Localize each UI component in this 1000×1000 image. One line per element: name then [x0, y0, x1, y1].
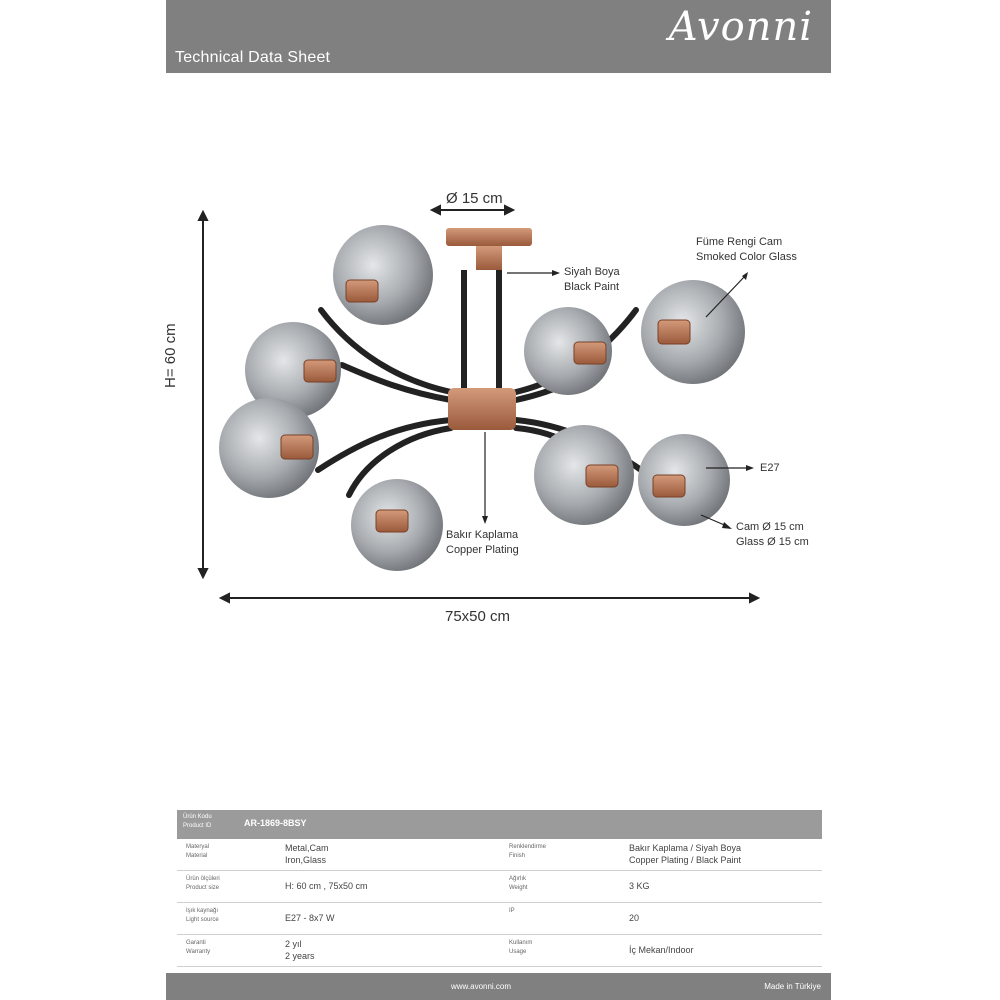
spec-key-weight: [509, 875, 528, 893]
spec-key-tr: Renklendirme: [509, 844, 547, 850]
spec-value-finish: [629, 842, 741, 866]
spec-key-material: [186, 843, 209, 861]
spec-key-size: [186, 875, 220, 893]
brand-logo: Avonni: [668, 4, 813, 50]
spec-value-usage: [629, 944, 694, 956]
plating-label-en: Copper Plating: [446, 544, 519, 556]
made-in-label: Made in Türkiye: [764, 982, 821, 991]
glass-color-label-en: Smoked Color Glass: [696, 251, 797, 263]
spec-value: H: 60 cm , 75x50 cm: [285, 881, 368, 891]
spec-key-en: Light source: [186, 917, 219, 923]
footer-bar: [166, 973, 831, 1000]
spec-value: 20: [629, 913, 640, 923]
website-link[interactable]: www.avonni.com: [451, 982, 512, 991]
spec-key-en: Warranty: [186, 949, 211, 955]
spec-value-weight: [629, 880, 650, 892]
product-id-value: AR-1869-8BSY: [244, 818, 307, 828]
socket-label: E27: [760, 462, 780, 474]
spec-key-tr: Materyal: [186, 844, 210, 850]
spec-value-en: Iron,Glass: [285, 855, 327, 865]
spec-key-usage: [509, 939, 532, 957]
spec-key-en: Product size: [186, 885, 220, 891]
spec-key-en: Finish: [509, 853, 526, 859]
spec-value-en: Copper Plating / Black Paint: [629, 855, 742, 865]
glass-color-label-tr: Füme Rengi Cam: [696, 236, 783, 248]
spec-value: 3 KG: [629, 881, 650, 891]
spec-key-tr: Garanti: [186, 940, 206, 946]
sheet-title: Technical Data Sheet: [175, 49, 331, 66]
spec-value-material: [285, 842, 329, 866]
spec-value-size: [285, 880, 368, 892]
spec-key-tr: IP: [509, 908, 515, 914]
spec-key-en: Usage: [509, 949, 527, 955]
spec-value-ip: [629, 912, 639, 924]
plating-label-tr: Bakır Kaplama: [446, 529, 519, 541]
spec-key-en: Material: [186, 853, 208, 859]
product-id-key-en: Product ID: [183, 823, 212, 829]
product-id-key-tr: Ürün Kodu: [183, 814, 212, 820]
product-id-key: [183, 813, 212, 831]
product-id-row: [177, 810, 822, 839]
socket-callout: [760, 461, 780, 476]
spec-value-warranty: [285, 938, 315, 962]
spec-value-tr: Bakır Kaplama / Siyah Boya: [629, 843, 742, 853]
center-hub: [448, 388, 516, 430]
spec-key-finish: [509, 843, 546, 861]
spec-value-light-source: [285, 912, 335, 924]
plating-callout: [446, 528, 519, 558]
canopy: [446, 228, 532, 390]
glass-color-callout: [696, 235, 797, 265]
spec-key-tr: Ağırlık: [509, 876, 527, 882]
width-label: 75x50 cm: [445, 608, 511, 625]
spec-value-en: 2 years: [285, 951, 315, 961]
spec-value-tr: 2 yıl: [285, 939, 302, 949]
paint-label-en: Black Paint: [564, 281, 620, 293]
spec-key-light-source: [186, 907, 219, 925]
spec-key-warranty: [186, 939, 210, 957]
spec-value: E27 - 8x7 W: [285, 913, 335, 923]
spec-key-tr: Ürün ölçüleri: [186, 876, 220, 882]
paint-callout: [564, 265, 620, 295]
spec-key-tr: Işık kaynağı: [186, 908, 219, 914]
spec-table: [177, 810, 822, 967]
paint-label-tr: Siyah Boya: [564, 266, 620, 278]
data-sheet: [162, 0, 831, 1000]
spec-row: [177, 871, 822, 903]
glass-size-label-tr: Cam Ø 15 cm: [736, 521, 804, 533]
spec-value: İç Mekan/Indoor: [629, 945, 694, 955]
glass-size-callout: [736, 520, 809, 550]
spec-value-tr: Metal,Cam: [285, 843, 329, 853]
header-bar: [166, 0, 831, 73]
spec-key-ip: [509, 907, 515, 916]
height-label: H= 60 cm: [162, 323, 179, 388]
canopy-diameter-label: Ø 15 cm: [446, 190, 503, 207]
glass-size-label-en: Glass Ø 15 cm: [736, 536, 809, 548]
spec-row: [177, 935, 822, 967]
spec-row: [177, 839, 822, 871]
product-drawing: [162, 170, 831, 640]
spec-key-tr: Kullanım: [509, 940, 533, 946]
spec-key-en: Weight: [509, 885, 528, 891]
spec-row: [177, 903, 822, 935]
